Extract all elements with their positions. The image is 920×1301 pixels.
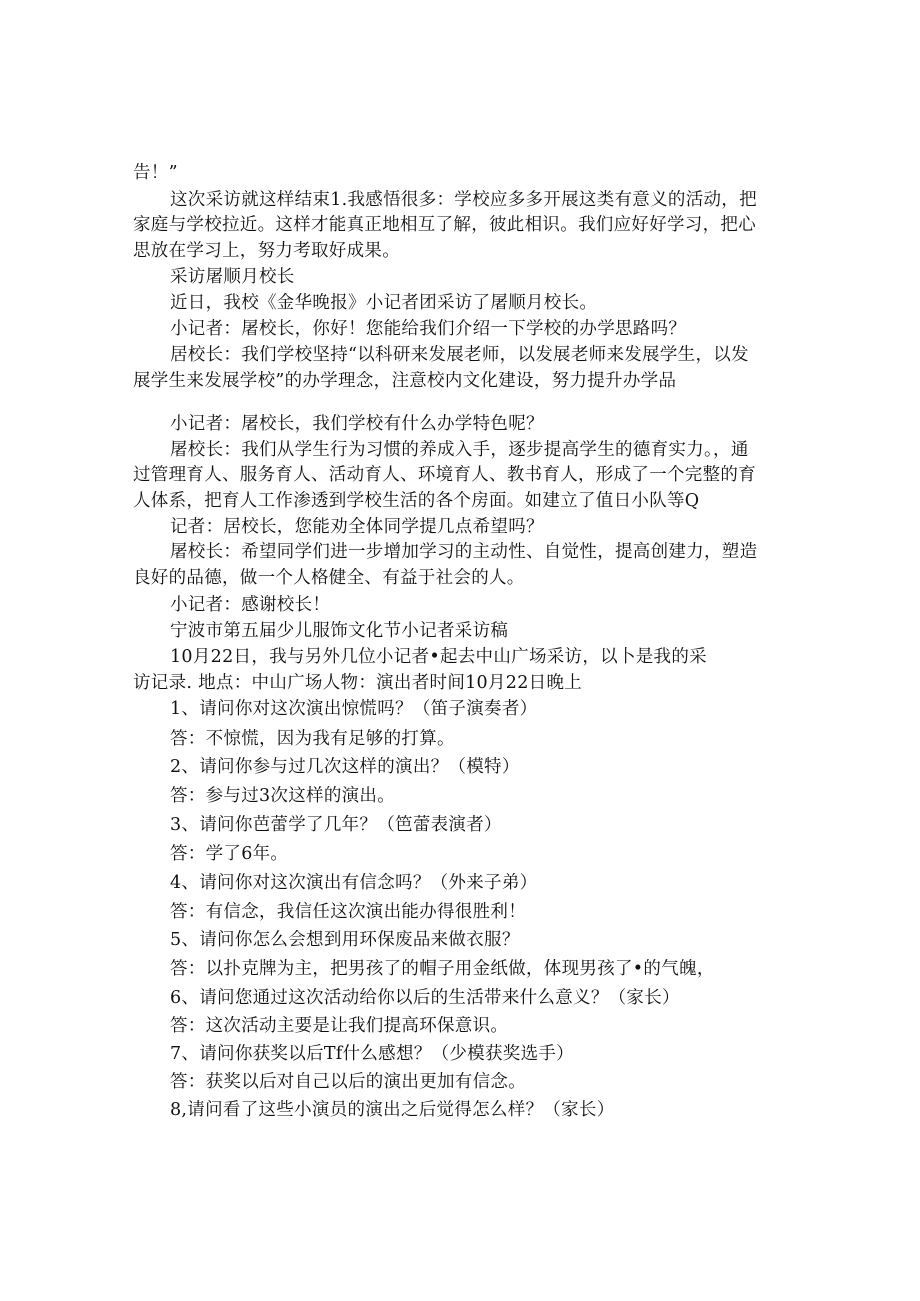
text-line: 记者：居校长，您能劝全体同学提几点希望吗？ (170, 517, 544, 537)
question-line: 5、请问你怎么会想到用环保废品来做衣服？ (170, 930, 520, 950)
text-line: 10月22日，我与另外几位小记者•起去中山广场采访，以卜是我的采 (170, 647, 707, 667)
question-line: 1、请问你对这次演出惊慌吗？（笛子演奏者） (170, 699, 538, 719)
answer-line: 答：参与过3次这样的演出。 (170, 786, 396, 806)
answer-line: 答：有信念，我信任这次演出能办得很胜利！ (170, 902, 526, 922)
question-line: 4、请问你对这次演出有信念吗？（外来子弟） (170, 873, 538, 893)
text-line: 小记者：屠校长，我们学校有什么办学特色呢？ (170, 414, 544, 434)
question-line: 3、请问你芭蕾学了几年？（笆蕾表演者） (170, 815, 502, 835)
text-line: 屠校长：我们从学生行为习惯的养成入手，逐步提高学生的德育实力。，通 (170, 440, 749, 460)
text-line: 屠校长：希望同学们进一步增加学习的主动性、自觉性，提高创建力，塑造 (170, 542, 758, 562)
text-line: 过管理育人、服务育人、活动育人、环境育人、教书育人，形成了一个完整的育 (133, 465, 756, 485)
question-line: 6、请问您通过这次活动给你以后的生活带来什么意义？（家长） (170, 988, 680, 1008)
text-line: 这次采访就这样结束1.我感悟很多：学校应多多开展这类有意义的活动，把 (170, 190, 757, 210)
text-line: 小记者：感谢校长！ (170, 595, 331, 615)
text-line: 小记者：屠校长，你好！您能给我们介绍一下学校的办学思路吗？ (170, 319, 687, 339)
text-line: 家庭与学校拉近。这样才能真正地相互了解，彼此相识。我们应好好学习，把心 (133, 215, 756, 235)
answer-line: 答：以扑克牌为主，把男孩了的帽子用金纸做，体现男孩了•的气魄， (170, 959, 715, 979)
text-line: 良好的品德，做一个人格健全、有益于社会的人。 (133, 568, 525, 588)
text-line: 访记录. 地点：中山广场人物：演出者时间10月22日晚上 (133, 673, 583, 693)
answer-line: 答：不惊慌，因为我有足够的打算。 (170, 729, 455, 749)
text-line: 人体系，把育人工作渗透到学校生活的各个房面。如建立了值日小队等Q (133, 491, 700, 511)
section-heading: 采访屠顺月校长 (170, 267, 295, 287)
question-line: 2、请问你参与过几次这样的演出？（模特） (170, 757, 520, 777)
text-line: 近日，我校《金华晚报》小记者团采访了屠顺月校长。 (170, 293, 598, 313)
question-line: 8,请问看了这些小演员的演出之后觉得怎么样？（家长） (170, 1100, 615, 1120)
text-line: 思放在学习上，努力考取好成果。 (133, 241, 400, 261)
text-line: 居校长：我们学校坚持“以科研来发展老师，以发展老师来发展学生，以发 (170, 345, 749, 365)
answer-line: 答：获奖以后对自己以后的演出更加有信念。 (170, 1072, 526, 1092)
text-line: 展学生来发展学校”的办学理念，注意校内文化建设，努力提升办学品 (133, 371, 677, 391)
answer-line: 答：学了6年。 (170, 844, 289, 864)
question-line: 7、请问你获奖以后Tf什么感想？（少模获奖选手） (170, 1044, 574, 1064)
section-heading: 宁波市第五届少儿服饰文化节小记者采访稿 (170, 621, 509, 641)
answer-line: 答：这次活动主要是让我们提高环保意识。 (170, 1016, 509, 1036)
text-line: 告！” (133, 163, 178, 183)
